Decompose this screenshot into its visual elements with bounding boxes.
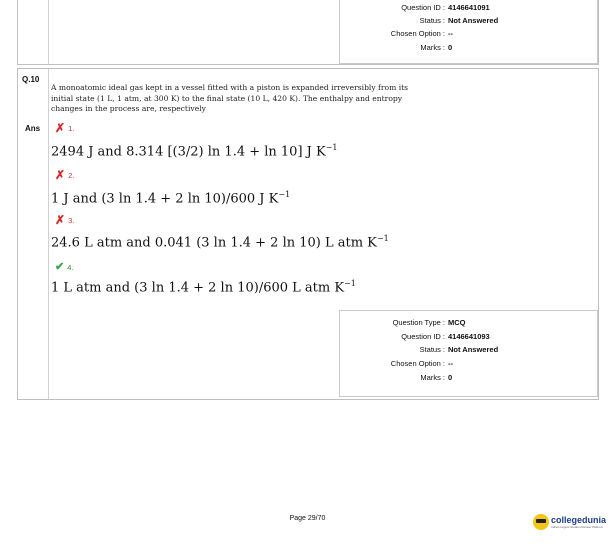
option-1-text (51, 143, 338, 159)
info-label: Marks : (420, 373, 445, 382)
question-number: Q.10 (22, 75, 40, 84)
option-number: 1. (68, 123, 75, 133)
option-superscript: −1 (376, 234, 389, 243)
check-icon: ✔ (55, 261, 65, 273)
option-superscript: −1 (344, 279, 356, 288)
option-superscript: −1 (278, 190, 291, 199)
question-number-column (18, 0, 49, 64)
info-label: Question ID : (401, 332, 445, 341)
logo-mascot-icon (533, 514, 549, 530)
top-info-box (339, 0, 598, 64)
option-number: 3. (68, 215, 75, 225)
question-text: A monoatomic ideal gas kept in a vessel fitted with a piston is expanded irreversibly from its initial state (1 L, 1 atm, at 300 K) to the final state (10 L, 420 K). The enthalpy and entropy changes in the process are, respectively (51, 83, 409, 113)
info-label: Question ID : (401, 3, 445, 12)
option-4-text (51, 279, 356, 295)
info-value: 4146641093 (448, 332, 490, 341)
info-label: Question Type : (392, 318, 445, 327)
info-label: Status : (419, 345, 445, 354)
option-3-marker (55, 215, 74, 225)
info-value: 4146641091 (448, 3, 490, 12)
info-label: Chosen Option : (390, 29, 445, 38)
option-text: 1 L atm and (3 ln 1.4 + 2 ln 10)/600 L atm K (51, 280, 345, 296)
logo-text: collegedunia (551, 514, 607, 525)
info-row (340, 371, 597, 384)
info-row (340, 1, 597, 14)
info-row (340, 27, 597, 40)
cross-icon: ✗ (55, 121, 66, 135)
answer-label: Ans (25, 124, 41, 133)
option-number: 4. (67, 262, 74, 272)
option-2-text (51, 190, 290, 206)
info-row (340, 343, 597, 356)
info-label: Marks : (420, 43, 445, 52)
option-superscript: −1 (325, 143, 338, 152)
info-label: Status : (419, 16, 445, 25)
option-3-text (51, 234, 389, 250)
option-text: 1 J and (3 ln 1.4 + 2 ln 10)/600 J K (51, 191, 279, 207)
collegedunia-logo (533, 514, 606, 530)
info-row (340, 316, 597, 329)
option-text: 24.6 L atm and 0.041 (3 ln 1.4 + 2 ln 10) L atm K (51, 235, 377, 251)
info-row (340, 41, 597, 54)
option-4-marker (55, 262, 73, 272)
question-number-column (18, 69, 49, 399)
cross-icon: ✗ (55, 168, 66, 182)
option-2-marker (55, 170, 74, 180)
option-text: 2494 J and 8.314 [(3/2) ln 1.4 + ln 10] J K (51, 144, 326, 160)
info-value: -- (448, 359, 453, 368)
cross-icon: ✗ (55, 213, 66, 227)
info-value: Not Answered (448, 345, 499, 354)
info-value: -- (448, 29, 453, 38)
logo-tagline: India's largest Student Review Platform (551, 524, 604, 529)
info-row (340, 330, 597, 343)
option-1-marker (55, 123, 74, 133)
info-label: Chosen Option : (390, 359, 445, 368)
page-number: Page 29/70 (289, 515, 326, 522)
info-value: 0 (448, 43, 453, 52)
info-value: 0 (448, 373, 453, 382)
bottom-info-box (339, 310, 598, 397)
info-row (340, 14, 597, 27)
info-value: MCQ (448, 318, 466, 327)
info-value: Not Answered (448, 16, 499, 25)
info-row (340, 357, 597, 370)
option-number: 2. (68, 170, 75, 180)
